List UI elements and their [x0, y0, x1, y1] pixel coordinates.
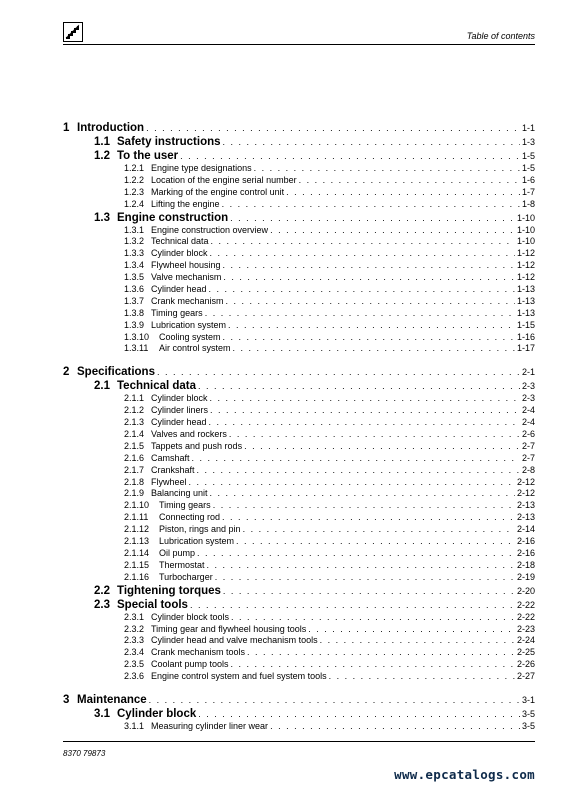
dot-leader [226, 296, 515, 308]
toc-page-number: 2-27 [516, 671, 535, 682]
toc-page-number: 2-22 [516, 611, 535, 622]
toc-number: 1.3.5 [124, 272, 145, 283]
toc-subsection[interactable] [63, 536, 535, 548]
dot-leader [190, 598, 515, 612]
toc-page-number: 2-3 [521, 381, 535, 392]
toc-subsection[interactable] [63, 260, 535, 272]
toc-page-number: 2-13 [516, 512, 535, 523]
toc-subsection[interactable] [63, 320, 535, 332]
toc-subsection[interactable] [63, 225, 535, 237]
dot-leader [223, 272, 515, 284]
dot-leader [270, 225, 515, 237]
dot-leader [223, 332, 515, 344]
dot-leader [230, 211, 515, 225]
toc-title: Introduction [77, 122, 145, 134]
toc-title: Crank mechanism tools [151, 647, 246, 658]
toc-subsection[interactable] [63, 612, 535, 624]
dot-leader [198, 379, 520, 393]
toc-section[interactable] [63, 211, 535, 225]
toc-title: Engine construction [117, 211, 229, 224]
toc-subsection[interactable] [63, 524, 535, 536]
toc-page-number: 2-22 [516, 599, 535, 610]
toc-title: Oil pump [159, 547, 196, 558]
toc-title: Cylinder head [151, 284, 207, 295]
toc-title: Measuring cylinder liner wear [151, 720, 269, 731]
toc-number: 2.1.8 [124, 476, 145, 487]
dot-leader [209, 284, 515, 296]
toc-title: Safety instructions [117, 136, 221, 148]
toc-title: Timing gear and flywheel housing tools [151, 623, 307, 634]
toc-subsection[interactable] [63, 671, 535, 683]
website-watermark: www.epcatalogs.com [394, 767, 535, 782]
toc-number: 2.3.4 [124, 647, 145, 658]
toc-number: 2.1.7 [124, 464, 145, 475]
toc-subsection[interactable] [63, 187, 535, 199]
dot-leader [209, 417, 520, 429]
toc-title: Flywheel [151, 476, 187, 487]
toc-section[interactable] [63, 598, 535, 612]
toc-page-number: 1-17 [516, 343, 535, 354]
toc-page-number: 2-7 [521, 452, 535, 463]
toc-subsection[interactable] [63, 296, 535, 308]
toc-page-number: 2-20 [516, 585, 535, 596]
toc-subsection[interactable] [63, 236, 535, 248]
dot-leader [205, 308, 515, 320]
toc-title: Cylinder head and valve mechanism tools [151, 635, 318, 646]
toc-title: Valve mechanism [151, 272, 222, 283]
toc-title: Technical data [117, 380, 197, 393]
toc-subsection[interactable] [63, 477, 535, 489]
toc-number: 2.3.2 [124, 623, 145, 634]
toc-page-number: 2-8 [521, 464, 535, 475]
toc-page-number: 2-23 [516, 623, 535, 634]
dot-leader [211, 236, 515, 248]
toc-page-number: 2-18 [516, 559, 535, 570]
toc-number: 1.3.10 [124, 331, 150, 342]
dot-leader [210, 488, 515, 500]
toc-subsection[interactable] [63, 441, 535, 453]
dot-leader [210, 405, 520, 417]
toc-number: 2.1.14 [124, 547, 150, 558]
dot-leader [254, 163, 520, 175]
dot-leader [233, 343, 515, 355]
toc-title: Technical data [151, 236, 209, 247]
toc-subsection[interactable] [63, 465, 535, 477]
toc-section[interactable] [63, 584, 535, 598]
toc-title: Special tools [117, 598, 188, 611]
toc-page-number: 2-26 [516, 659, 535, 670]
toc-number: 1.3 [94, 211, 110, 224]
toc-title: To the user [117, 150, 179, 162]
toc-number: 2.3.3 [124, 635, 145, 646]
dot-leader [198, 707, 520, 721]
dot-leader [207, 560, 515, 572]
toc-subsection[interactable] [63, 659, 535, 671]
toc-page-number: 1-12 [516, 272, 535, 283]
page-header-title: Table of contents [466, 31, 535, 41]
dot-leader [228, 320, 515, 332]
toc-page-number: 2-16 [516, 536, 535, 547]
toc-subsection[interactable] [63, 512, 535, 524]
toc-subsection[interactable] [63, 284, 535, 296]
dot-leader [223, 584, 515, 598]
toc-number: 3.1.1 [124, 720, 145, 731]
toc-subsection[interactable] [63, 624, 535, 636]
dot-leader [329, 671, 515, 683]
toc-title: Cylinder block [151, 393, 208, 404]
toc-page-number: 3-5 [521, 708, 535, 719]
toc-title: Cylinder liners [151, 405, 209, 416]
toc-title: Cylinder block [151, 248, 208, 259]
toc-number: 2.3.5 [124, 659, 145, 670]
toc-number: 1.2.1 [124, 163, 145, 173]
dot-leader [308, 624, 515, 636]
toc-subsection[interactable] [63, 175, 535, 187]
toc-page-number: 2-6 [521, 429, 535, 440]
toc-number: 2 [63, 366, 70, 379]
toc-title: Timing gears [159, 500, 211, 511]
toc-subsection[interactable] [63, 500, 535, 512]
toc-page-number: 1-13 [516, 284, 535, 295]
toc-page-number: 2-3 [521, 393, 535, 404]
toc-page-number: 1-16 [516, 331, 535, 342]
toc-title: Thermostat [159, 559, 205, 570]
toc-number: 1.3.9 [124, 319, 145, 330]
toc-number: 1 [63, 122, 70, 134]
section-gap [63, 683, 535, 693]
dot-leader [197, 465, 520, 477]
toc-title: Tightening torques [117, 584, 221, 597]
toc-page-number: 2-16 [516, 547, 535, 558]
toc-page-number: 2-7 [521, 440, 535, 451]
toc-page-number: 2-12 [516, 476, 535, 487]
toc-title: Lubrication system [159, 536, 235, 547]
toc-page-number: 1-13 [516, 295, 535, 306]
toc-number: 1.3.8 [124, 307, 145, 318]
dot-leader [320, 635, 515, 647]
footer-divider [63, 741, 535, 742]
toc-subsection[interactable] [63, 429, 535, 441]
toc-subsection[interactable] [63, 272, 535, 284]
toc-number: 2.1.11 [124, 512, 149, 523]
toc-page-number: 1-13 [516, 307, 535, 318]
dot-leader [243, 524, 515, 536]
toc-page-number: 1-10 [516, 236, 535, 247]
toc-subsection[interactable] [63, 647, 535, 659]
toc-number: 2.1.3 [124, 417, 145, 428]
toc-title: Cylinder head [151, 417, 207, 428]
toc-section[interactable] [63, 379, 535, 393]
toc-title: Cylinder block [117, 707, 197, 720]
toc-section[interactable] [63, 707, 535, 721]
toc-number: 2.1.4 [124, 429, 145, 440]
toc-title: Specifications [77, 366, 155, 379]
toc-number: 2.1.1 [124, 393, 145, 404]
toc-page-number: 3-1 [521, 694, 535, 705]
toc-title: Connecting rod [159, 512, 221, 523]
dot-leader [192, 453, 520, 465]
toc-number: 2.1.13 [124, 536, 150, 547]
toc-chapter[interactable] [63, 693, 535, 707]
toc-number: 1.3.1 [124, 224, 145, 235]
dot-leader [231, 659, 515, 671]
toc-number: 1.2.3 [124, 186, 145, 197]
toc-title: Valves and rockers [151, 429, 227, 440]
toc-title: Engine control system and fuel system tools [151, 671, 327, 682]
toc-subsection[interactable] [63, 163, 535, 175]
toc-number: 1.3.4 [124, 260, 145, 271]
dot-leader [146, 121, 520, 135]
toc-title: Lubrication system [151, 319, 227, 330]
toc-page-number: 2-1 [521, 367, 535, 378]
toc-page-number: 1-12 [516, 248, 535, 259]
toc-number: 2.2 [94, 584, 110, 597]
toc-subsection[interactable] [63, 393, 535, 405]
toc-title: Turbocharger [159, 571, 213, 582]
toc-subsection[interactable] [63, 635, 535, 647]
toc-number: 2.1.9 [124, 488, 145, 499]
toc-page-number: 1-10 [516, 224, 535, 235]
toc-page-number: 1-8 [521, 198, 535, 209]
toc-number: 2.1 [94, 380, 110, 393]
toc-number: 1.3.3 [124, 248, 145, 259]
toc-page-number: 1-3 [521, 137, 535, 147]
dot-leader [149, 693, 520, 707]
section-gap [63, 355, 535, 365]
toc-number: 2.1.2 [124, 405, 145, 416]
toc-page-number: 2-12 [516, 488, 535, 499]
toc-title: Air control system [159, 343, 231, 354]
toc-number: 1.3.11 [124, 343, 149, 354]
toc-page-number: 1-1 [521, 123, 535, 133]
toc-number: 1.1 [94, 136, 110, 148]
toc-subsection[interactable] [63, 343, 535, 355]
dot-leader [189, 477, 515, 489]
toc-page-number: 2-25 [516, 647, 535, 658]
toc-title: Location of the engine serial number [151, 174, 297, 185]
toc-page-number: 1-15 [516, 319, 535, 330]
toc-page-number: 2-24 [516, 635, 535, 646]
toc-section[interactable] [63, 149, 535, 163]
toc-page-number: 1-10 [516, 212, 535, 223]
toc-subsection[interactable] [63, 248, 535, 260]
dot-leader [247, 647, 515, 659]
toc-title: Flywheel housing [151, 260, 221, 271]
toc-title: Coolant pump tools [151, 659, 229, 670]
toc-subsection[interactable] [63, 417, 535, 429]
toc-page-number: 2-4 [521, 417, 535, 428]
toc-title: Crankshaft [151, 464, 195, 475]
toc-title: Timing gears [151, 307, 203, 318]
toc-number: 1.2 [94, 150, 110, 162]
staircase-logo-icon [63, 22, 83, 42]
toc-title: Engine type designations [151, 163, 252, 173]
header-divider [63, 44, 535, 45]
toc-subsection[interactable] [63, 453, 535, 465]
toc-page-number: 3-5 [521, 720, 535, 731]
dot-leader [299, 175, 520, 187]
toc-subsection[interactable] [63, 560, 535, 572]
toc-subsection[interactable] [63, 572, 535, 584]
dot-leader [197, 548, 515, 560]
toc-number: 1.3.2 [124, 236, 145, 247]
toc-number: 1.3.7 [124, 295, 145, 306]
dot-leader [180, 149, 520, 163]
dot-leader [210, 248, 515, 260]
toc-subsection[interactable] [63, 721, 535, 733]
toc-number: 1.3.6 [124, 284, 145, 295]
toc-title: Marking of the engine control unit [151, 186, 285, 197]
toc-page-number: 1-5 [521, 163, 535, 173]
dot-leader [222, 512, 515, 524]
toc-number: 2.1.16 [124, 571, 150, 582]
dot-leader [229, 429, 520, 441]
toc-title: Crank mechanism [151, 295, 224, 306]
toc-number: 2.1.15 [124, 559, 150, 570]
dot-leader [157, 365, 520, 379]
toc-number: 3.1 [94, 707, 110, 720]
dot-leader [215, 572, 515, 584]
dot-leader [270, 721, 520, 733]
toc-title: Maintenance [77, 693, 147, 706]
toc-page-number: 1-12 [516, 260, 535, 271]
toc-chapter[interactable] [63, 121, 535, 135]
toc-subsection[interactable] [63, 488, 535, 500]
toc-title: Camshaft [151, 452, 190, 463]
toc-number: 2.1.10 [124, 500, 150, 511]
toc-number: 1.2.4 [124, 198, 145, 209]
toc-number: 2.3.1 [124, 611, 145, 622]
toc-page-number: 1-6 [521, 174, 535, 185]
toc-number: 3 [63, 693, 70, 706]
toc-subsection[interactable] [63, 308, 535, 320]
toc-number: 2.1.6 [124, 452, 145, 463]
toc-title: Tappets and push rods [151, 440, 243, 451]
toc-subsection[interactable] [63, 405, 535, 417]
document-code: 8370 79873 [63, 749, 106, 758]
toc-number: 1.2.2 [124, 174, 145, 185]
dot-leader [244, 441, 520, 453]
toc-page-number: 1-7 [521, 186, 535, 197]
toc-title: Piston, rings and pin [159, 524, 241, 535]
toc-chapter[interactable] [63, 365, 535, 379]
toc-page-number: 2-14 [516, 524, 535, 535]
dot-leader [213, 500, 515, 512]
table-of-contents [63, 121, 535, 733]
dot-leader [236, 536, 515, 548]
toc-page-number: 2-19 [516, 571, 535, 582]
dot-leader [210, 393, 520, 405]
toc-subsection[interactable] [63, 548, 535, 560]
toc-title: Cylinder block tools [151, 611, 230, 622]
toc-title: Cooling system [159, 331, 221, 342]
toc-number: 2.3.6 [124, 671, 145, 682]
dot-leader [223, 135, 520, 149]
dot-leader [231, 612, 515, 624]
dot-leader [223, 260, 515, 272]
toc-subsection[interactable] [63, 199, 535, 211]
toc-page-number: 2-13 [516, 500, 535, 511]
toc-title: Balancing unit [151, 488, 208, 499]
toc-title: Lifting the engine [151, 198, 220, 209]
dot-leader [286, 187, 520, 199]
toc-section[interactable] [63, 135, 535, 149]
toc-page-number: 1-5 [521, 151, 535, 161]
toc-page-number: 2-4 [521, 405, 535, 416]
toc-subsection[interactable] [63, 332, 535, 344]
toc-title: Engine construction overview [151, 224, 269, 235]
dot-leader [222, 199, 520, 211]
toc-number: 2.3 [94, 598, 110, 611]
toc-number: 2.1.12 [124, 524, 150, 535]
toc-number: 2.1.5 [124, 440, 145, 451]
